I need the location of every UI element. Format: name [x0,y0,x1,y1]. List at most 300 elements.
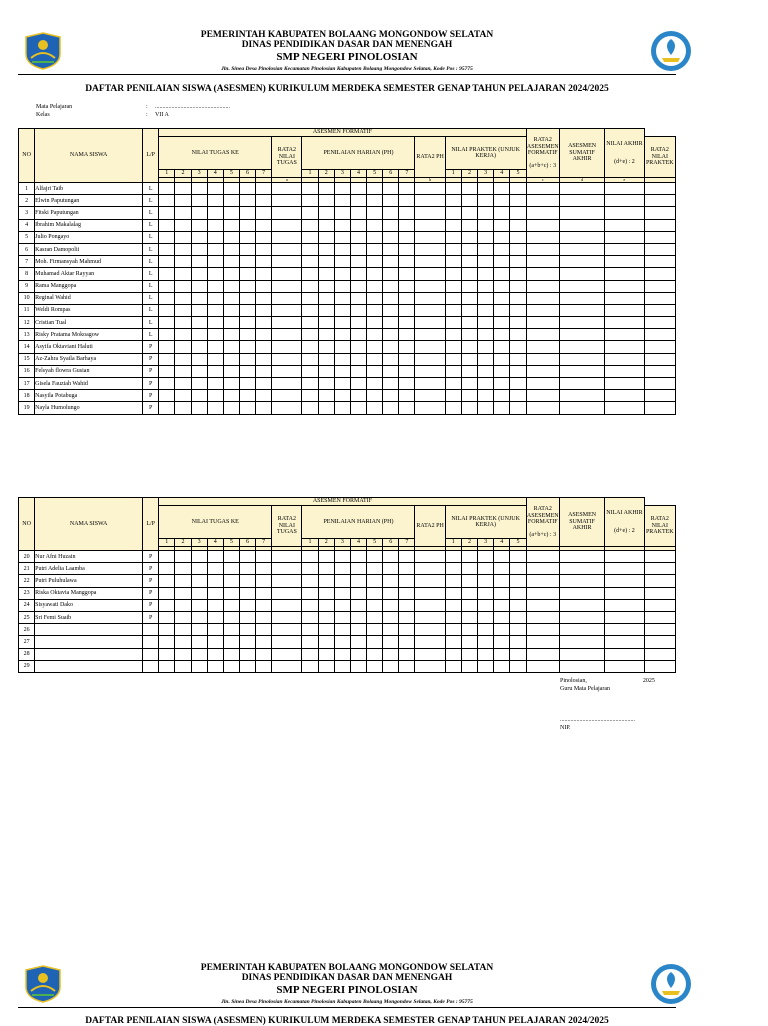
score-cell[interactable] [256,624,272,636]
score-cell[interactable] [559,256,604,268]
score-cell[interactable] [526,636,559,648]
score-cell[interactable] [399,624,415,636]
score-cell[interactable] [318,624,334,636]
score-cell[interactable] [367,317,383,329]
score-cell[interactable] [494,648,510,660]
score-cell[interactable] [223,256,239,268]
score-cell[interactable] [191,243,207,255]
score-cell[interactable] [383,329,399,341]
score-cell[interactable] [478,636,494,648]
score-cell[interactable] [256,280,272,292]
score-cell[interactable] [510,317,526,329]
score-cell[interactable] [223,611,239,623]
score-cell[interactable] [478,660,494,672]
score-cell[interactable] [644,219,675,231]
score-cell[interactable] [510,219,526,231]
score-cell[interactable] [223,329,239,341]
score-cell[interactable] [256,317,272,329]
score-cell[interactable] [415,207,445,219]
score-cell[interactable] [478,353,494,365]
score-cell[interactable] [239,660,255,672]
score-cell[interactable] [334,611,350,623]
score-cell[interactable] [461,551,477,563]
score-cell[interactable] [191,353,207,365]
score-cell[interactable] [207,195,223,207]
score-cell[interactable] [478,256,494,268]
score-cell[interactable] [526,195,559,207]
score-cell[interactable] [510,660,526,672]
score-cell[interactable] [383,660,399,672]
score-cell[interactable] [175,551,191,563]
score-cell[interactable] [510,268,526,280]
score-cell[interactable] [415,183,445,195]
score-cell[interactable] [350,207,366,219]
score-cell[interactable] [494,317,510,329]
score-cell[interactable] [644,575,675,587]
score-cell[interactable] [223,624,239,636]
score-cell[interactable] [302,624,318,636]
score-cell[interactable] [559,575,604,587]
score-cell[interactable] [526,587,559,599]
score-cell[interactable] [334,317,350,329]
score-cell[interactable] [415,365,445,377]
score-cell[interactable] [559,624,604,636]
score-cell[interactable] [415,402,445,414]
score-cell[interactable] [350,624,366,636]
score-cell[interactable] [159,256,175,268]
score-cell[interactable] [367,256,383,268]
score-cell[interactable] [510,624,526,636]
score-cell[interactable] [526,231,559,243]
score-cell[interactable] [302,390,318,402]
score-cell[interactable] [383,292,399,304]
score-cell[interactable] [526,365,559,377]
score-cell[interactable] [644,304,675,316]
score-cell[interactable] [334,575,350,587]
score-cell[interactable] [461,243,477,255]
score-cell[interactable] [399,402,415,414]
score-cell[interactable] [559,660,604,672]
score-cell[interactable] [159,219,175,231]
score-cell[interactable] [350,587,366,599]
score-cell[interactable] [415,551,445,563]
score-cell[interactable] [175,611,191,623]
score-cell[interactable] [256,402,272,414]
score-cell[interactable] [399,207,415,219]
score-cell[interactable] [191,624,207,636]
score-cell[interactable] [644,378,675,390]
score-cell[interactable] [239,624,255,636]
score-cell[interactable] [510,587,526,599]
score-cell[interactable] [644,402,675,414]
score-cell[interactable] [526,304,559,316]
score-cell[interactable] [494,256,510,268]
score-cell[interactable] [415,660,445,672]
score-cell[interactable] [207,353,223,365]
score-cell[interactable] [302,231,318,243]
score-cell[interactable] [559,195,604,207]
score-cell[interactable] [350,317,366,329]
score-cell[interactable] [256,365,272,377]
score-cell[interactable] [644,329,675,341]
score-cell[interactable] [510,207,526,219]
score-cell[interactable] [302,243,318,255]
score-cell[interactable] [478,268,494,280]
score-cell[interactable] [272,599,302,611]
score-cell[interactable] [399,329,415,341]
score-cell[interactable] [302,195,318,207]
score-cell[interactable] [415,624,445,636]
score-cell[interactable] [494,243,510,255]
score-cell[interactable] [526,624,559,636]
score-cell[interactable] [175,624,191,636]
score-cell[interactable] [445,231,461,243]
score-cell[interactable] [239,268,255,280]
score-cell[interactable] [302,341,318,353]
score-cell[interactable] [415,648,445,660]
score-cell[interactable] [175,207,191,219]
score-cell[interactable] [223,390,239,402]
score-cell[interactable] [461,648,477,660]
score-cell[interactable] [334,378,350,390]
score-cell[interactable] [415,329,445,341]
score-cell[interactable] [445,183,461,195]
score-cell[interactable] [175,660,191,672]
score-cell[interactable] [272,648,302,660]
score-cell[interactable] [494,280,510,292]
score-cell[interactable] [478,587,494,599]
score-cell[interactable] [644,599,675,611]
score-cell[interactable] [415,575,445,587]
score-cell[interactable] [239,243,255,255]
score-cell[interactable] [318,599,334,611]
score-cell[interactable] [207,256,223,268]
score-cell[interactable] [399,365,415,377]
score-cell[interactable] [272,402,302,414]
score-cell[interactable] [207,648,223,660]
score-cell[interactable] [559,648,604,660]
score-cell[interactable] [383,280,399,292]
score-cell[interactable] [159,243,175,255]
score-cell[interactable] [191,292,207,304]
score-cell[interactable] [478,648,494,660]
score-cell[interactable] [605,353,644,365]
score-cell[interactable] [272,304,302,316]
score-cell[interactable] [239,365,255,377]
score-cell[interactable] [559,599,604,611]
score-cell[interactable] [350,402,366,414]
score-cell[interactable] [605,365,644,377]
score-cell[interactable] [318,402,334,414]
score-cell[interactable] [510,402,526,414]
score-cell[interactable] [494,624,510,636]
score-cell[interactable] [207,207,223,219]
score-cell[interactable] [207,599,223,611]
score-cell[interactable] [350,551,366,563]
score-cell[interactable] [175,575,191,587]
score-cell[interactable] [415,292,445,304]
score-cell[interactable] [383,551,399,563]
score-cell[interactable] [207,280,223,292]
score-cell[interactable] [367,365,383,377]
score-cell[interactable] [644,551,675,563]
score-cell[interactable] [644,648,675,660]
score-cell[interactable] [605,636,644,648]
score-cell[interactable] [644,660,675,672]
score-cell[interactable] [334,256,350,268]
score-cell[interactable] [318,256,334,268]
score-cell[interactable] [494,378,510,390]
score-cell[interactable] [461,183,477,195]
score-cell[interactable] [159,292,175,304]
score-cell[interactable] [644,353,675,365]
score-cell[interactable] [302,660,318,672]
score-cell[interactable] [256,243,272,255]
score-cell[interactable] [191,195,207,207]
score-cell[interactable] [223,378,239,390]
score-cell[interactable] [559,402,604,414]
score-cell[interactable] [559,280,604,292]
score-cell[interactable] [272,353,302,365]
score-cell[interactable] [334,304,350,316]
score-cell[interactable] [383,268,399,280]
score-cell[interactable] [510,551,526,563]
score-cell[interactable] [223,280,239,292]
score-cell[interactable] [175,292,191,304]
score-cell[interactable] [318,353,334,365]
score-cell[interactable] [399,195,415,207]
score-cell[interactable] [644,365,675,377]
score-cell[interactable] [510,183,526,195]
score-cell[interactable] [256,256,272,268]
score-cell[interactable] [191,390,207,402]
score-cell[interactable] [605,624,644,636]
score-cell[interactable] [175,365,191,377]
score-cell[interactable] [445,292,461,304]
score-cell[interactable] [302,378,318,390]
score-cell[interactable] [207,243,223,255]
score-cell[interactable] [272,268,302,280]
score-cell[interactable] [318,195,334,207]
score-cell[interactable] [302,551,318,563]
score-cell[interactable] [415,611,445,623]
score-cell[interactable] [256,660,272,672]
score-cell[interactable] [367,660,383,672]
score-cell[interactable] [350,611,366,623]
score-cell[interactable] [559,268,604,280]
score-cell[interactable] [367,599,383,611]
score-cell[interactable] [207,575,223,587]
score-cell[interactable] [526,341,559,353]
score-cell[interactable] [605,243,644,255]
score-cell[interactable] [272,378,302,390]
score-cell[interactable] [334,365,350,377]
score-cell[interactable] [559,390,604,402]
score-cell[interactable] [478,341,494,353]
score-cell[interactable] [272,624,302,636]
score-cell[interactable] [256,268,272,280]
score-cell[interactable] [350,365,366,377]
score-cell[interactable] [644,563,675,575]
score-cell[interactable] [159,648,175,660]
score-cell[interactable] [159,341,175,353]
score-cell[interactable] [239,378,255,390]
score-cell[interactable] [272,563,302,575]
score-cell[interactable] [350,292,366,304]
score-cell[interactable] [399,551,415,563]
score-cell[interactable] [605,563,644,575]
score-cell[interactable] [445,390,461,402]
score-cell[interactable] [350,243,366,255]
score-cell[interactable] [191,317,207,329]
score-cell[interactable] [559,231,604,243]
score-cell[interactable] [383,207,399,219]
score-cell[interactable] [383,353,399,365]
score-cell[interactable] [256,304,272,316]
score-cell[interactable] [367,551,383,563]
score-cell[interactable] [605,304,644,316]
score-cell[interactable] [350,195,366,207]
score-cell[interactable] [159,599,175,611]
score-cell[interactable] [367,611,383,623]
score-cell[interactable] [367,587,383,599]
score-cell[interactable] [478,207,494,219]
score-cell[interactable] [644,243,675,255]
score-cell[interactable] [350,390,366,402]
score-cell[interactable] [272,575,302,587]
score-cell[interactable] [605,195,644,207]
score-cell[interactable] [559,611,604,623]
score-cell[interactable] [461,575,477,587]
score-cell[interactable] [272,280,302,292]
score-cell[interactable] [399,599,415,611]
score-cell[interactable] [478,624,494,636]
score-cell[interactable] [445,207,461,219]
score-cell[interactable] [559,329,604,341]
score-cell[interactable] [510,378,526,390]
score-cell[interactable] [510,231,526,243]
score-cell[interactable] [223,183,239,195]
score-cell[interactable] [350,231,366,243]
score-cell[interactable] [367,231,383,243]
score-cell[interactable] [510,353,526,365]
score-cell[interactable] [494,219,510,231]
score-cell[interactable] [605,329,644,341]
score-cell[interactable] [350,304,366,316]
score-cell[interactable] [605,611,644,623]
score-cell[interactable] [399,183,415,195]
score-cell[interactable] [207,292,223,304]
score-cell[interactable] [334,243,350,255]
score-cell[interactable] [302,648,318,660]
score-cell[interactable] [510,575,526,587]
score-cell[interactable] [478,563,494,575]
score-cell[interactable] [510,390,526,402]
score-cell[interactable] [399,563,415,575]
score-cell[interactable] [302,268,318,280]
score-cell[interactable] [461,636,477,648]
score-cell[interactable] [256,341,272,353]
score-cell[interactable] [526,243,559,255]
score-cell[interactable] [191,551,207,563]
score-cell[interactable] [415,280,445,292]
score-cell[interactable] [510,280,526,292]
score-cell[interactable] [399,353,415,365]
score-cell[interactable] [239,183,255,195]
score-cell[interactable] [159,660,175,672]
score-cell[interactable] [256,599,272,611]
score-cell[interactable] [334,268,350,280]
score-cell[interactable] [207,183,223,195]
score-cell[interactable] [334,390,350,402]
score-cell[interactable] [559,365,604,377]
score-cell[interactable] [494,660,510,672]
score-cell[interactable] [239,317,255,329]
score-cell[interactable] [175,256,191,268]
score-cell[interactable] [159,231,175,243]
score-cell[interactable] [494,195,510,207]
score-cell[interactable] [159,317,175,329]
score-cell[interactable] [461,219,477,231]
score-cell[interactable] [223,575,239,587]
score-cell[interactable] [415,563,445,575]
score-cell[interactable] [159,365,175,377]
score-cell[interactable] [399,219,415,231]
score-cell[interactable] [207,587,223,599]
score-cell[interactable] [256,563,272,575]
score-cell[interactable] [644,587,675,599]
score-cell[interactable] [526,660,559,672]
score-cell[interactable] [318,660,334,672]
score-cell[interactable] [510,648,526,660]
score-cell[interactable] [239,575,255,587]
score-cell[interactable] [272,611,302,623]
score-cell[interactable] [605,207,644,219]
score-cell[interactable] [526,329,559,341]
score-cell[interactable] [302,292,318,304]
score-cell[interactable] [318,231,334,243]
score-cell[interactable] [526,648,559,660]
score-cell[interactable] [445,341,461,353]
score-cell[interactable] [175,329,191,341]
score-cell[interactable] [350,341,366,353]
score-cell[interactable] [526,280,559,292]
score-cell[interactable] [302,207,318,219]
score-cell[interactable] [302,599,318,611]
score-cell[interactable] [644,624,675,636]
score-cell[interactable] [367,329,383,341]
score-cell[interactable] [478,219,494,231]
score-cell[interactable] [239,329,255,341]
score-cell[interactable] [526,353,559,365]
score-cell[interactable] [644,195,675,207]
score-cell[interactable] [159,195,175,207]
score-cell[interactable] [272,587,302,599]
score-cell[interactable] [272,256,302,268]
score-cell[interactable] [334,183,350,195]
score-cell[interactable] [159,268,175,280]
score-cell[interactable] [526,292,559,304]
score-cell[interactable] [191,587,207,599]
score-cell[interactable] [526,183,559,195]
score-cell[interactable] [350,378,366,390]
score-cell[interactable] [207,624,223,636]
score-cell[interactable] [350,660,366,672]
score-cell[interactable] [367,648,383,660]
score-cell[interactable] [239,304,255,316]
score-cell[interactable] [272,636,302,648]
score-cell[interactable] [302,575,318,587]
